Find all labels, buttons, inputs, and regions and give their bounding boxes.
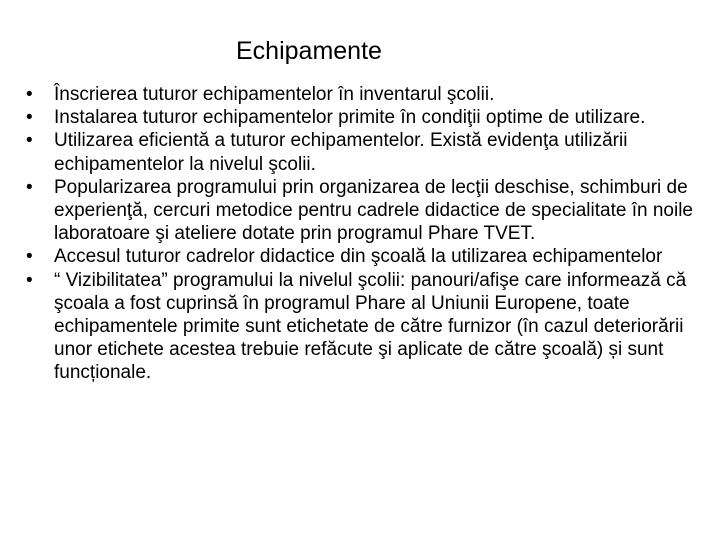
bullet-icon: •	[26, 107, 33, 129]
list-item-text: Utilizarea eficientă a tuturor echipamentelor. Există evidenţa utilizării echipamentelor la nivelul şcolii.	[54, 130, 628, 175]
list-item	[24, 83, 716, 106]
list-item-text: Popularizarea programului prin organizarea de lecţii deschise, schimburi de experienţă, cercuri metodice pentru cadrele didactice de specialitate în noile laboratoare şi ateliere dotate prin programul Phare TVET.	[54, 176, 693, 245]
list-item	[24, 106, 716, 129]
list-item	[24, 245, 716, 268]
bullet-icon: •	[26, 84, 33, 105]
list-item	[24, 269, 716, 385]
list-item	[24, 176, 716, 246]
list-item-text: Accesul tuturor cadrelor didactice din şcoală la utilizarea echipamentelor	[54, 246, 663, 268]
bullet-icon: •	[26, 130, 33, 152]
list-item-text: “ Vizibilitatea” programului la nivelul şcolii: panouri/afişe care informează că şcoala a fost cuprinsă în programul Phare al Uniunii Europene, toate echipamentele primite sunt etichetate de către furnizor (în cazul deteriorării unor etichete acestea trebuie refăcute şi aplicate de către şcoală) și sunt funcționale.	[54, 269, 687, 384]
bullet-list	[24, 83, 716, 385]
bullet-icon: •	[26, 269, 33, 291]
slide-title: Echipamente	[236, 37, 382, 65]
bullet-icon: •	[26, 246, 33, 268]
list-item-text: Înscrierea tuturor echipamentelor în inventarul şcolii.	[54, 84, 495, 105]
bullet-icon: •	[26, 176, 33, 198]
list-item-text: Instalarea tuturor echipamentelor primite în condiţii optime de utilizare.	[54, 107, 646, 129]
list-item	[24, 129, 716, 175]
